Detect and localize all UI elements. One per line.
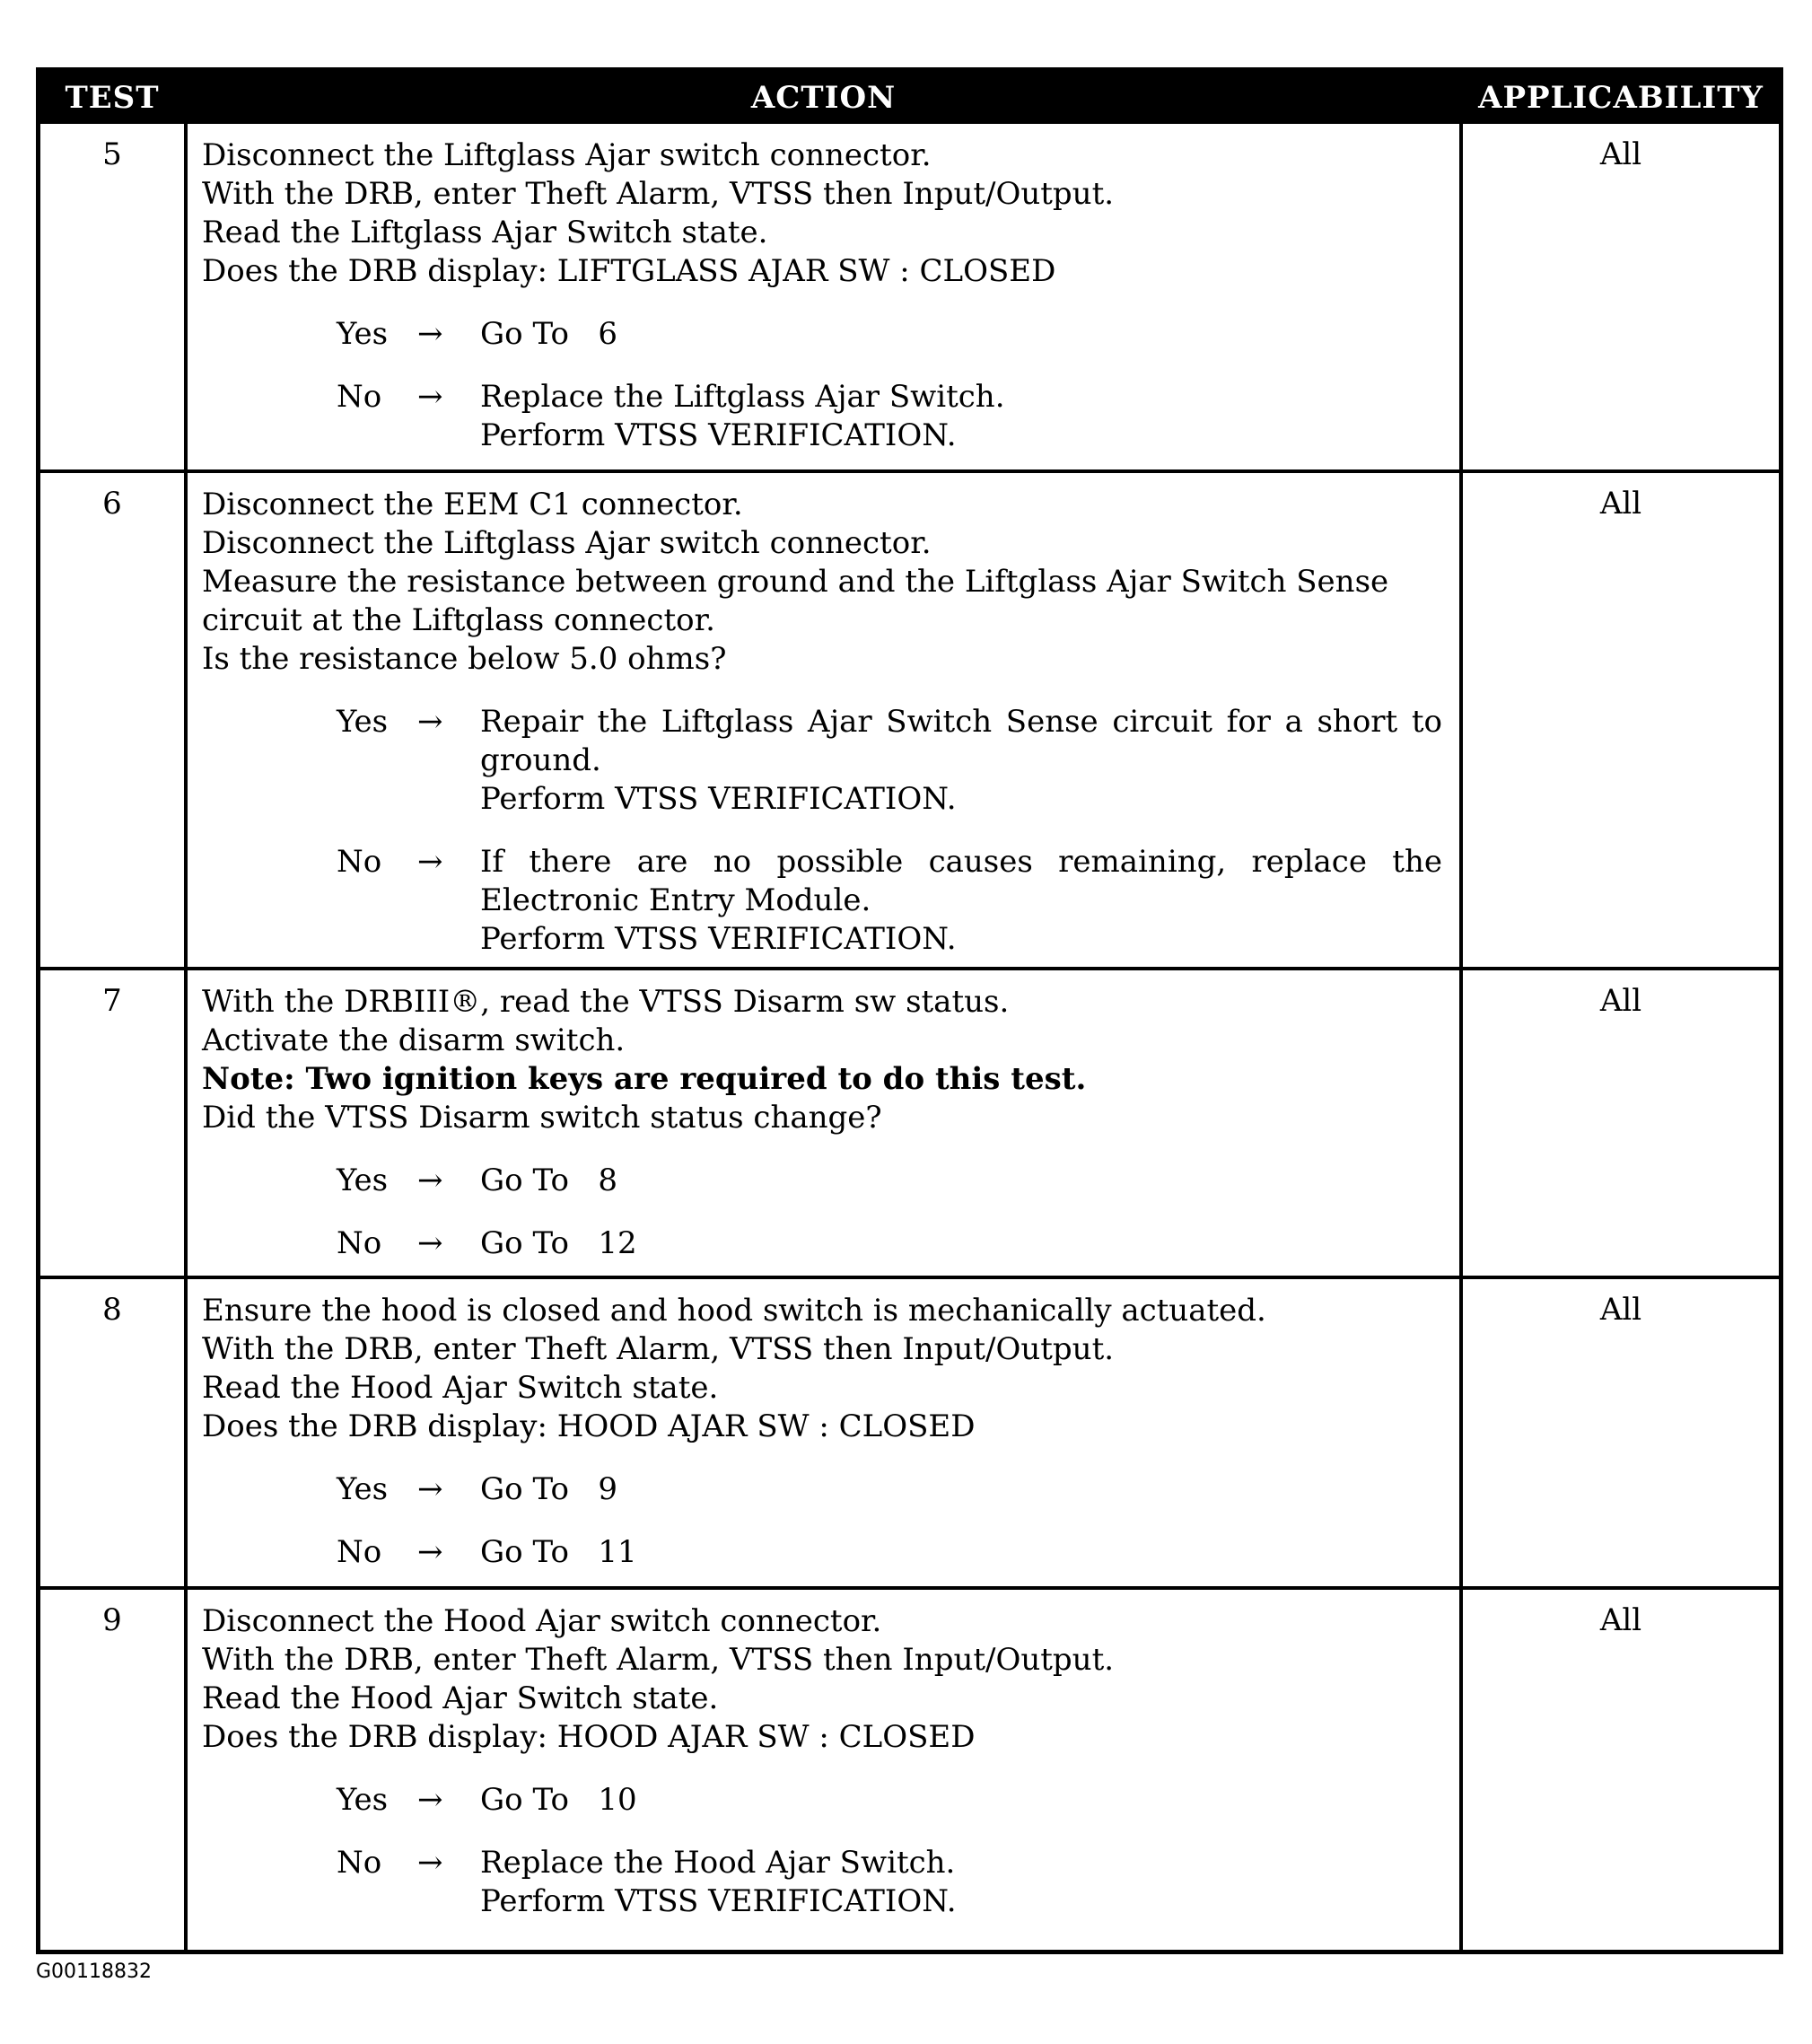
no-label: No xyxy=(337,379,382,415)
action-line: Disconnect the Hood Ajar switch connector. xyxy=(202,1603,882,1639)
action-cell xyxy=(202,1602,1442,1921)
no-text: If there are no possible causes remaining, replace the Electronic Entry Module. xyxy=(480,844,1442,918)
no-label: No xyxy=(337,844,382,880)
action-line: With the DRB, enter Theft Alarm, VTSS then Input/Output. xyxy=(202,1331,1115,1367)
header-test: TEST xyxy=(65,80,160,116)
action-line: Activate the disarm switch. xyxy=(202,1022,626,1058)
arrow-icon: → xyxy=(417,1162,443,1198)
test-number: 6 xyxy=(102,486,122,522)
arrow-icon: → xyxy=(417,1782,443,1818)
action-line: Does the DRB display: LIFTGLASS AJAR SW : CLOSED xyxy=(202,253,1056,289)
no-text: Go To 11 xyxy=(480,1534,637,1570)
yes-text: Go To 10 xyxy=(480,1782,637,1818)
no-text: Replace the Hood Ajar Switch. xyxy=(480,1845,956,1881)
action-cell xyxy=(202,486,1442,959)
yes-text: Go To 9 xyxy=(480,1471,617,1507)
yes-label: Yes xyxy=(337,316,389,352)
yes-label: Yes xyxy=(337,704,389,740)
arrow-icon: → xyxy=(417,1845,443,1881)
action-line: Is the resistance below 5.0 ohms? xyxy=(202,641,727,677)
action-line: Disconnect the Liftglass Ajar switch connector. xyxy=(202,137,932,173)
action-line: With the DRBIII®, read the VTSS Disarm sw status. xyxy=(202,984,1010,1020)
yes-outcome xyxy=(202,1470,1442,1509)
applicability-value: All xyxy=(1599,486,1642,522)
action-line: Does the DRB display: HOOD AJAR SW : CLOSED xyxy=(202,1408,976,1444)
action-line: Disconnect the Liftglass Ajar switch connector. xyxy=(202,525,932,561)
no-text: Replace the Liftglass Ajar Switch. xyxy=(480,379,1005,415)
arrow-icon: → xyxy=(417,1534,443,1570)
test-number: 7 xyxy=(102,983,122,1019)
figure-code: G00118832 xyxy=(36,1961,153,1983)
no-extra: Perform VTSS VERIFICATION. xyxy=(480,1883,957,1919)
yes-outcome xyxy=(202,1781,1442,1820)
yes-label: Yes xyxy=(337,1162,389,1198)
arrow-icon: → xyxy=(417,844,443,880)
header-applicability: APPLICABILITY xyxy=(1478,80,1764,116)
action-line: Disconnect the EEM C1 connector. xyxy=(202,487,743,522)
table-header xyxy=(40,72,1779,124)
table-row xyxy=(40,473,1779,967)
yes-extra: Perform VTSS VERIFICATION. xyxy=(480,781,957,817)
header-action: ACTION xyxy=(750,80,897,116)
no-label: No xyxy=(337,1225,382,1261)
action-cell xyxy=(202,1292,1442,1572)
action-cell xyxy=(202,136,1442,455)
test-number: 9 xyxy=(102,1602,122,1638)
no-outcome xyxy=(202,1844,1442,1921)
action-line: Ensure the hood is closed and hood switch is mechanically actuated. xyxy=(202,1293,1266,1329)
action-line: Read the Liftglass Ajar Switch state. xyxy=(202,215,768,250)
table-row xyxy=(40,124,1779,469)
table-row xyxy=(40,1590,1779,1950)
no-outcome xyxy=(202,1533,1442,1572)
yes-text: Repair the Liftglass Ajar Switch Sense circuit for a short to ground. xyxy=(480,704,1442,778)
applicability-value: All xyxy=(1599,983,1642,1019)
yes-outcome xyxy=(202,703,1442,819)
no-extra: Perform VTSS VERIFICATION. xyxy=(480,417,957,453)
yes-outcome xyxy=(202,1162,1442,1200)
arrow-icon: → xyxy=(417,379,443,415)
no-label: No xyxy=(337,1845,382,1881)
yes-text: Go To 8 xyxy=(480,1162,617,1198)
arrow-icon: → xyxy=(417,1471,443,1507)
table-row xyxy=(40,970,1779,1276)
applicability-value: All xyxy=(1599,136,1642,172)
no-outcome xyxy=(202,843,1442,959)
no-extra: Perform VTSS VERIFICATION. xyxy=(480,921,957,957)
action-line: Read the Hood Ajar Switch state. xyxy=(202,1680,719,1716)
yes-label: Yes xyxy=(337,1782,389,1818)
no-outcome xyxy=(202,378,1442,455)
yes-label: Yes xyxy=(337,1471,389,1507)
applicability-value: All xyxy=(1599,1602,1642,1638)
no-label: No xyxy=(337,1534,382,1570)
action-cell xyxy=(202,983,1442,1263)
action-line: Read the Hood Ajar Switch state. xyxy=(202,1370,719,1406)
action-line: Did the VTSS Disarm switch status change? xyxy=(202,1100,882,1136)
applicability-value: All xyxy=(1599,1292,1642,1328)
action-line: With the DRB, enter Theft Alarm, VTSS then Input/Output. xyxy=(202,1642,1115,1678)
test-table xyxy=(36,67,1783,1954)
note-text: Note: Two ignition keys are required to do this test. xyxy=(202,1061,1087,1097)
action-line: With the DRB, enter Theft Alarm, VTSS then Input/Output. xyxy=(202,176,1115,212)
test-number: 5 xyxy=(102,136,122,172)
arrow-icon: → xyxy=(417,704,443,740)
table-row xyxy=(40,1279,1779,1586)
test-number: 8 xyxy=(102,1292,122,1328)
arrow-icon: → xyxy=(417,1225,443,1261)
action-line: Measure the resistance between ground and the Liftglass Ajar Switch Sense circuit at the Liftglass connector. xyxy=(202,564,1389,638)
no-outcome xyxy=(202,1224,1442,1263)
action-line: Does the DRB display: HOOD AJAR SW : CLOSED xyxy=(202,1719,976,1755)
arrow-icon: → xyxy=(417,316,443,352)
yes-text: Go To 6 xyxy=(480,316,617,352)
yes-outcome xyxy=(202,315,1442,354)
no-text: Go To 12 xyxy=(480,1225,637,1261)
